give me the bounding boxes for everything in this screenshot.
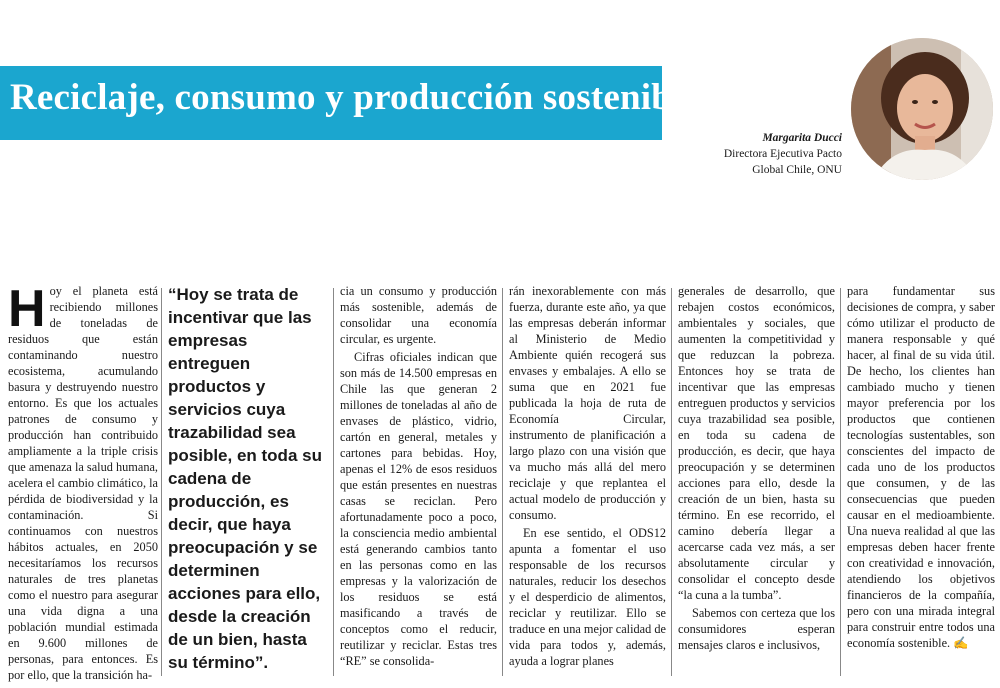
column-4-paragraph-1: rán inexorablemente con más fuerza, durante este año, ya que las empresas deberán informar al Ministerio de Medio Ambiente quién recogerá sus envases y embalajes. A ello se suma que en 2021 fue publicada la hoja de ruta de Economía Circular, instrumento de planificación a largo plazo con una visión que va mucho más allá del mero reciclaje y que replantea el actual modelo de producción y consumo.	[509, 284, 666, 522]
drop-cap: H	[8, 283, 46, 338]
column-divider	[333, 288, 334, 676]
column-divider	[840, 288, 841, 676]
column-6-paragraph-1: para fundamentar sus decisiones de compra, y saber cómo utilizar el producto de manera responsable y qué hacer, al final de su vida útil. De hecho, los clientes han cambiado mucho y tienen mayor preferencia por los productos que contienen tecnologías sustentables, son conscientes del impacto de cada uno de los productos que consumen, y de las consecuencias que pueden causar en el medioambiente. Una nueva realidad al que las empresas deben hacer frente con creatividad e innovación, atendiendo los objetivos financieros de la compañía, pero con una mirada integral para construir entre todos una economía sostenible.	[847, 284, 995, 650]
article-column-6	[847, 283, 995, 683]
column-4-paragraph-2: En ese sentido, el ODS12 apunta a fomentar el uso responsable de los recursos naturales, reducir los desechos y el desperdicio de alimentos, reciclar y reutilizar. Ello se traduce en una mejor calidad de vida para todos y, además, ayuda a lograr planes	[509, 526, 666, 668]
author-role-line1: Directora Ejecutiva Pacto	[723, 148, 842, 160]
article-column-5	[678, 283, 835, 683]
author-name: Margarita Ducci	[762, 132, 842, 144]
column-divider	[161, 288, 162, 676]
column-divider	[502, 288, 503, 676]
article-column-3	[340, 283, 497, 683]
pull-quote: “Hoy se trata de incentivar que las empresas entreguen productos y servicios cuya trazabilidad sea posible, en toda su cadena de producción, es decir, que haya preocupación y se determinen acciones para ello, desde la creación de un bien, hasta su término”.	[168, 285, 322, 672]
author-portrait-image	[851, 38, 993, 180]
article-column-4	[509, 283, 666, 683]
author-portrait	[851, 38, 993, 180]
article-title: Reciclaje, consumo y producción sostenible	[10, 77, 700, 118]
title-banner	[0, 66, 700, 140]
column-5-paragraph-1: generales de desarrollo, que rebajen costos económicos, ambientales y sociales, que aumenten la competitividad y que reduzcan la pobreza. Entonces hoy se trata de incentivar que las empresas entreguen productos y servicios cuya trazabilidad sea posible, en toda su cadena de producción, es decir, que haya preocupación y se determinen acciones para ello, desde la creación de un bien, hasta su término. En ese recorrido, el camino debería llegar a acercarse cada vez más, a ser absolutamente circular y consolidar el concepto desde “la cuna a la tumba”.	[678, 284, 835, 602]
column-divider	[671, 288, 672, 676]
article-column-1	[8, 283, 158, 683]
author-role-line2: Global Chile, ONU	[752, 164, 842, 176]
column-1-paragraph-1: oy el planeta está recibiendo millones de toneladas de residuos que están contaminando nuestro ecosistema, acumulando basura y destruyendo nuestro entorno. Es que los actuales patrones de consumo y producción han contribuido ampliamente a la triple crisis que amenaza la salud humana, acelera el cambio climático, la pérdida de biodiversidad y la contaminación. Si continuamos con nuestros hábitos actuales, en 2050 necesitaríamos los recursos naturales de tres planetas como el nuestro para asegurar una vida digna a una población mundial estimada en 9.600 millones de personas, para entonces. Es por ello, que la transición ha-	[8, 284, 158, 682]
column-5-paragraph-2: Sabemos con certeza que los consumidores esperan mensajes claros e inclusivos,	[678, 606, 835, 652]
end-mark-icon: ✍	[953, 636, 969, 650]
column-3-paragraph-1: cia un consumo y producción más sostenible, además de consolidar una economía circular, es urgente.	[340, 284, 497, 346]
column-3-paragraph-2: Cifras oficiales indican que son más de 14.500 empresas en Chile las que generan 2 millones de toneladas al año de envases de plástico, vidrio, cartón en general, metales y cartones para bebidas. Hoy, apenas el 12% de esos residuos que están presentes en nuestras casas se reciclan. Pero afortunadamente poco a poco, la consciencia medio ambiental está generando cambios tanto en las personas como en las empresas y la valorización de los residuos se está masificando a través de conceptos como el reducir, reutilizar y reciclar. Estas tres “RE” se consolida-	[340, 350, 497, 668]
author-byline	[724, 130, 842, 178]
